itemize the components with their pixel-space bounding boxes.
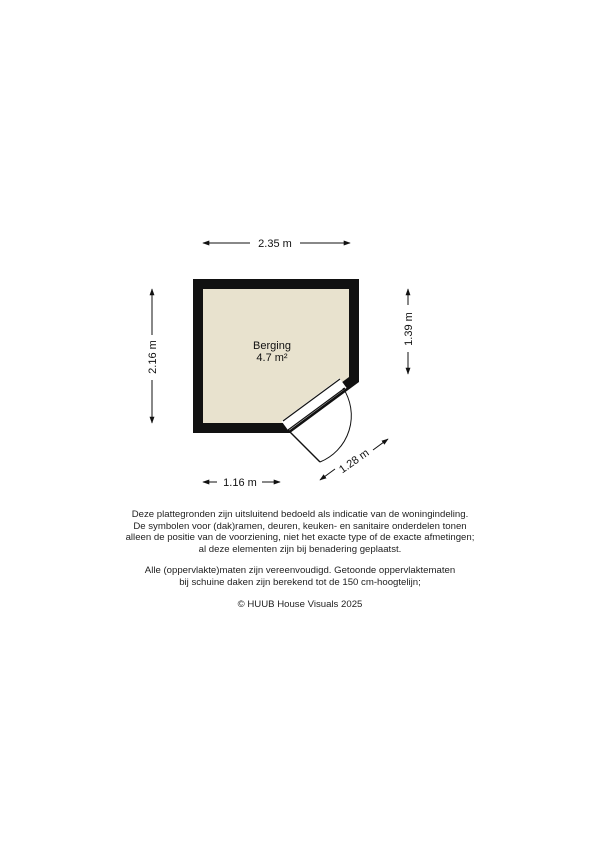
disclaimer-line: alleen de positie van de voorziening, niet het exacte type of de exacte afmetingen; [125,532,475,544]
dimension-label-right: 1.39 m [403,312,415,346]
disclaimer-line: Alle (oppervlakte)maten zijn vereenvoudigd. Getoonde oppervlaktematen [144,565,456,576]
dimension-line-diagonal-upper [373,439,388,450]
copyright-notice [0,599,600,611]
dimension-line-diagonal [320,469,335,480]
disclaimer-line: Deze plattegronden zijn uitsluitend bedoeld als indicatie van de woningindeling. [131,509,469,520]
disclaimer-line: bij schuine daken zijn berekend tot de 150 cm-hoogtelijn; [179,576,421,588]
disclaimer-paragraph-1 [0,509,600,555]
dimension-label-bottom: 1.16 m [223,477,257,489]
dimension-label-top: 2.35 m [258,238,292,250]
copyright-text: © HUUB House Visuals 2025 [237,599,363,610]
dimension-label-left: 2.16 m [147,340,159,374]
room-name: Berging [253,340,291,352]
disclaimer-paragraph-2 [0,565,600,588]
room-area: 4.7 m² [256,352,288,364]
door-leaf [288,430,320,462]
disclaimer-line: De symbolen voor (dak)ramen, deuren, keuken- en sanitaire onderdelen tonen [133,520,467,532]
disclaimer-line: al deze elementen zijn bij benadering geplaatst. [198,543,402,555]
dimension-label-diagonal: 1.28 m [337,446,372,477]
